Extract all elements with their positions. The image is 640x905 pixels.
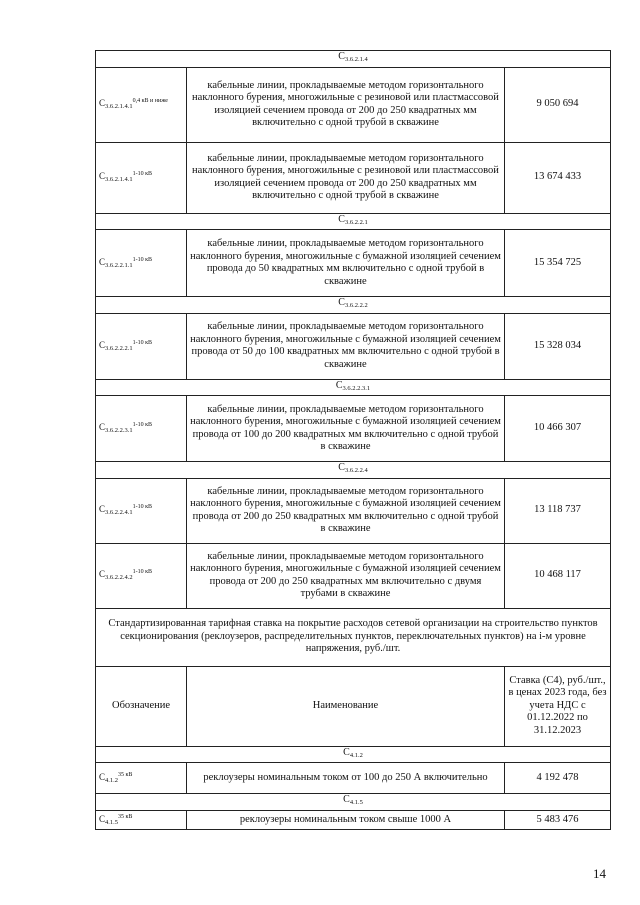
section-code: $С_{3.6.2.2.2}$ [96, 297, 611, 314]
section-row [96, 297, 611, 314]
table-row [96, 142, 611, 213]
rate-cell: 10 466 307 [505, 396, 611, 462]
rate-cell: 15 328 034 [505, 313, 611, 379]
page-number: 14 [593, 866, 606, 881]
rate-header: Ставка (С4), руб./шт., в ценах 2023 года, без учета НДС с 01.12.2022 по 31.12.2023 [505, 666, 611, 746]
designation-cell: $С_{3.6.2.1.4.1}^{0,4 кВ и ниже}$ [96, 67, 187, 142]
rate-cell: 15 354 725 [505, 230, 611, 297]
designation-header: Обозначение [96, 666, 187, 746]
rate-cell: 4 192 478 [505, 763, 611, 794]
table-row [96, 763, 611, 794]
section-row [96, 746, 611, 763]
section-code: $С_{3.6.2.1.4}$ [96, 51, 611, 68]
table-row [96, 810, 611, 830]
rate-cell: 13 118 737 [505, 478, 611, 543]
section-row [96, 213, 611, 230]
name-cell: кабельные линии, прокладываемые методом горизонтального наклонного бурения, многожильные с резиновой или пластмассовой изоляцией сечением провода от 200 до 250 квадратных мм включительно с одной трубой в скважине [187, 67, 505, 142]
section-code: $С_{3.6.2.2.1}$ [96, 213, 611, 230]
tariff-table [95, 50, 611, 830]
designation-cell: $С_{3.6.2.1.4.1}^{1-10 кВ}$ [96, 142, 187, 213]
name-cell: кабельные линии, прокладываемые методом горизонтального наклонного бурения, многожильные с бумажной изоляцией сечением провода от 50 до 100 квадратных мм включительно с одной трубой в скважине [187, 313, 505, 379]
name-cell: кабельные линии, прокладываемые методом горизонтального наклонного бурения, многожильные с бумажной изоляцией сечением провода от 200 до 250 квадратных мм включительно с двумя трубами в скважине [187, 543, 505, 608]
table-row [96, 67, 611, 142]
section-row [96, 794, 611, 811]
section-row [96, 462, 611, 479]
rate-cell: 5 483 476 [505, 810, 611, 830]
name-cell: кабельные линии, прокладываемые методом горизонтального наклонного бурения, многожильные с резиновой или пластмассовой изоляцией сечением провода от 200 до 250 квадратных мм включительно с одной трубой в скважине [187, 142, 505, 213]
name-cell: кабельные линии, прокладываемые методом горизонтального наклонного бурения, многожильные с бумажной изоляцией сечением провода до 50 квадратных мм включительно с одной трубой в скважине [187, 230, 505, 297]
standard-rate-row [96, 608, 611, 666]
name-cell: реклоузеры номинальным током от 100 до 250 А включительно [187, 763, 505, 794]
section-code: $С_{4.1.5}$ [96, 794, 611, 811]
designation-cell: $С_{3.6.2.2.4.1}^{1-10 кВ}$ [96, 478, 187, 543]
section-code: $С_{4.1.2}$ [96, 746, 611, 763]
name-header: Наименование [187, 666, 505, 746]
rate-cell: 13 674 433 [505, 142, 611, 213]
standard-rate-description: Стандартизированная тарифная ставка на покрытие расходов сетевой организации на строительство пунктов секционирования (реклоузеров, распределительных пунктов, переключательных пунктов) на i-м уровне напряжения, руб./шт. [96, 608, 611, 666]
designation-cell: $С_{3.6.2.2.3.1}^{1-10 кВ}$ [96, 396, 187, 462]
designation-cell: $С_{4.1.5}^{35 кВ}$ [96, 810, 187, 830]
section-code: $С_{3.6.2.2.3.1}$ [96, 379, 611, 396]
section-row [96, 51, 611, 68]
table-row [96, 396, 611, 462]
designation-cell: $С_{3.6.2.2.1.1}^{1-10 кВ}$ [96, 230, 187, 297]
table-row [96, 478, 611, 543]
name-cell: кабельные линии, прокладываемые методом горизонтального наклонного бурения, многожильные с бумажной изоляцией сечением провода от 200 до 250 квадратных мм включительно с одной трубой в скважине [187, 478, 505, 543]
rate-cell: 10 468 117 [505, 543, 611, 608]
designation-cell: $С_{3.6.2.2.2.1}^{1-10 кВ}$ [96, 313, 187, 379]
name-cell: реклоузеры номинальным током свыше 1000 А [187, 810, 505, 830]
table-row [96, 230, 611, 297]
section-row [96, 379, 611, 396]
table-row [96, 543, 611, 608]
designation-cell: $С_{3.6.2.2.4.2}^{1-10 кВ}$ [96, 543, 187, 608]
table-row [96, 313, 611, 379]
name-cell: кабельные линии, прокладываемые методом горизонтального наклонного бурения, многожильные с бумажной изоляцией сечением провода от 100 до 200 квадратных мм включительно с одной трубой в скважине [187, 396, 505, 462]
header-row [96, 666, 611, 746]
rate-cell: 9 050 694 [505, 67, 611, 142]
designation-cell: $С_{4.1.2}^{35 кВ}$ [96, 763, 187, 794]
section-code: $С_{3.6.2.2.4}$ [96, 462, 611, 479]
